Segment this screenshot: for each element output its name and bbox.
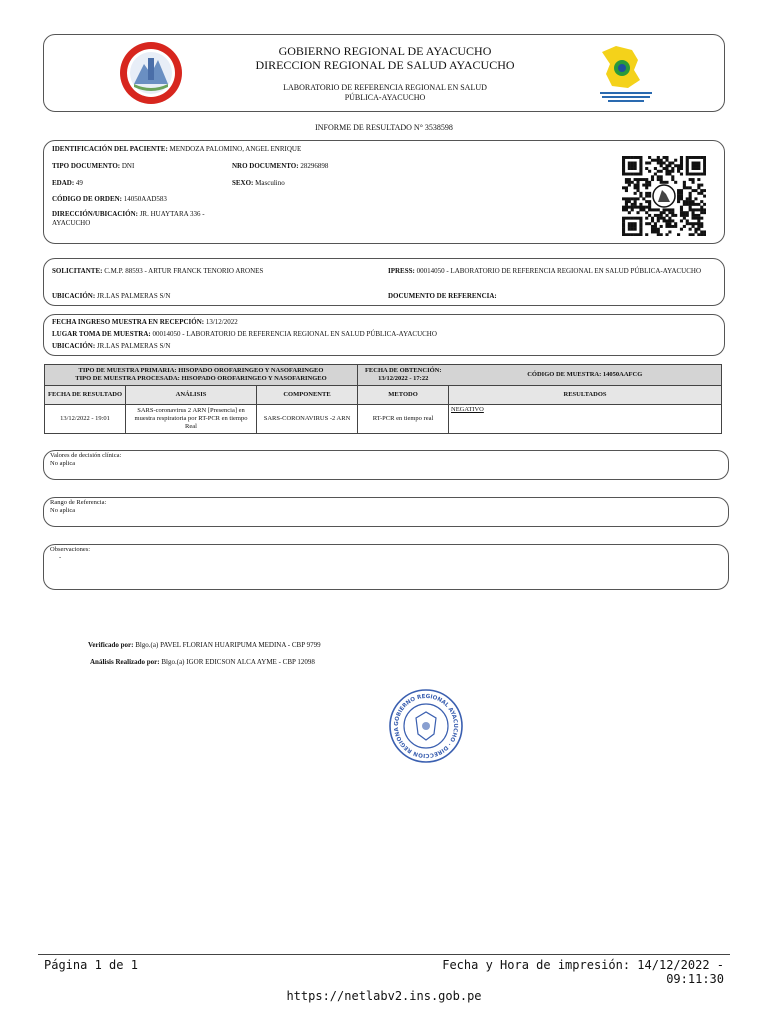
decision-values-box — [43, 450, 729, 480]
print-datetime: Fecha y Hora de impresión: 14/12/2022 - 09:11:30 — [442, 958, 724, 986]
analysis-performed-by: Análisis Realizado por: Blgo.(a) IGOR EDICSON ALCA AYME - CBP 12098 — [90, 658, 315, 666]
reception-date: FECHA INGRESO MUESTRA EN RECEPCIÓN: 13/12/2022 — [52, 318, 238, 326]
patient-id: IDENTIFICACIÓN DEL PACIENTE: MENDOZA PALOMINO, ANGEL ENRIQUE — [52, 145, 302, 153]
decision-values-value: No aplica — [50, 460, 76, 467]
laboratory-logo — [592, 42, 662, 106]
primary-sample-type: TIPO DE MUESTRA PRIMARIA: HISOPADO OROFARINGEO Y NASOFARINGEO — [78, 367, 324, 374]
sampling-place: LUGAR TOMA DE MUESTRA: 00014050 - LABORATORIO DE REFERENCIA REGIONAL EN SALUD PÚBLICA-AYACUCHO — [52, 330, 437, 338]
cell-method: RT-PCR en tiempo real — [358, 405, 449, 434]
order-code: CÓDIGO DE ORDEN: 14050AAD583 — [52, 195, 167, 203]
patient-name: MENDOZA PALOMINO, ANGEL ENRIQUE — [169, 145, 302, 153]
cell-component: SARS-CORONAVIRUS -2 ARN — [257, 405, 358, 434]
requester: SOLICITANTE: C.M.P. 88593 - ARTUR FRANCK TENORIO ARONES — [52, 267, 264, 275]
patient-address: DIRECCIÓN/UBICACIÓN: JR. HUAYTARA 336 - AYACUCHO — [52, 210, 205, 227]
observations-value: - — [59, 554, 62, 561]
col-analysis: ANÁLISIS — [126, 386, 257, 405]
result-value[interactable]: NEGATIVO — [451, 406, 484, 413]
reference-range-box — [43, 497, 729, 527]
document-number: NRO DOCUMENTO: 28296898 — [232, 162, 329, 170]
health-direction-title: DIRECCION REGIONAL DE SALUD AYACUCHO — [255, 58, 515, 72]
obtained-date: FECHA DE OBTENCIÓN: 13/12/2022 - 17:22 — [358, 365, 449, 386]
footer-rule — [38, 954, 730, 955]
reference-range-value: No aplica — [50, 507, 76, 514]
sample-type-row — [45, 365, 722, 386]
report-number: INFORME DE RESULTADO N° 3538598 — [315, 123, 453, 132]
col-result-date: FECHA DE RESULTADO — [45, 386, 126, 405]
cell-result-date: 13/12/2022 - 19:01 — [45, 405, 126, 434]
source-url[interactable]: https://netlabv2.ins.gob.pe — [286, 989, 482, 1003]
requester-location: UBICACIÓN: JR.LAS PALMERAS S/N — [52, 292, 171, 300]
decision-values-label: Valores de decisión clínica: — [50, 452, 122, 459]
qr-code — [622, 156, 706, 236]
ipress: IPRESS: 00014050 - LABORATORIO DE REFERENCIA REGIONAL EN SALUD PÚBLICA-AYACUCHO — [388, 267, 702, 275]
col-results: RESULTADOS — [449, 386, 722, 405]
observations-box — [43, 544, 729, 590]
reference-range-label: Rango de Referencia: — [50, 499, 107, 506]
reference-document: DOCUMENTO DE REFERENCIA: — [388, 292, 497, 300]
results-table — [44, 364, 722, 434]
document-type: TIPO DOCUMENTO: DNI — [52, 162, 135, 170]
sample-location: UBICACIÓN: JR.LAS PALMERAS S/N — [52, 342, 171, 350]
government-title: GOBIERNO REGIONAL DE AYACUCHO — [278, 44, 492, 58]
observations-label: Observaciones: — [50, 546, 91, 553]
cell-analysis: SARS-coronavirus 2 ARN [Presencia] en muestra respiratoria por RT-PCR en tiempo Real — [126, 405, 257, 434]
table-row — [45, 405, 722, 434]
processed-sample-type: TIPO DE MUESTRA PROCESADA: HISOPADO OROFARINGEO Y NASOFARINGEO — [75, 375, 327, 382]
svg-text:GOBIERNO REGIONAL AYACUCHO · D: GOBIERNO REGIONAL AYACUCHO · DIRECCION REGIONA — [393, 693, 459, 759]
regional-government-seal — [118, 40, 184, 106]
verified-by: Verificado por: Blgo.(a) PAVEL FLORIAN HUARIPUMA MEDINA - CBP 9799 — [88, 641, 321, 649]
col-method: METODO — [358, 386, 449, 405]
patient-age: EDAD: 49 — [52, 179, 83, 187]
sample-code: CÓDIGO DE MUESTRA: 14050AAFCG — [449, 365, 722, 386]
official-stamp — [388, 688, 464, 764]
page-number: Página 1 de 1 — [44, 958, 138, 972]
table-header-row — [45, 386, 722, 405]
laboratory-name-line2: PÚBLICA-AYACUCHO — [344, 93, 426, 102]
patient-sex: SEXO: Masculino — [232, 179, 285, 187]
col-component: COMPONENTE — [257, 386, 358, 405]
laboratory-name-line1: LABORATORIO DE REFERENCIA REGIONAL EN SALUD — [283, 83, 487, 92]
